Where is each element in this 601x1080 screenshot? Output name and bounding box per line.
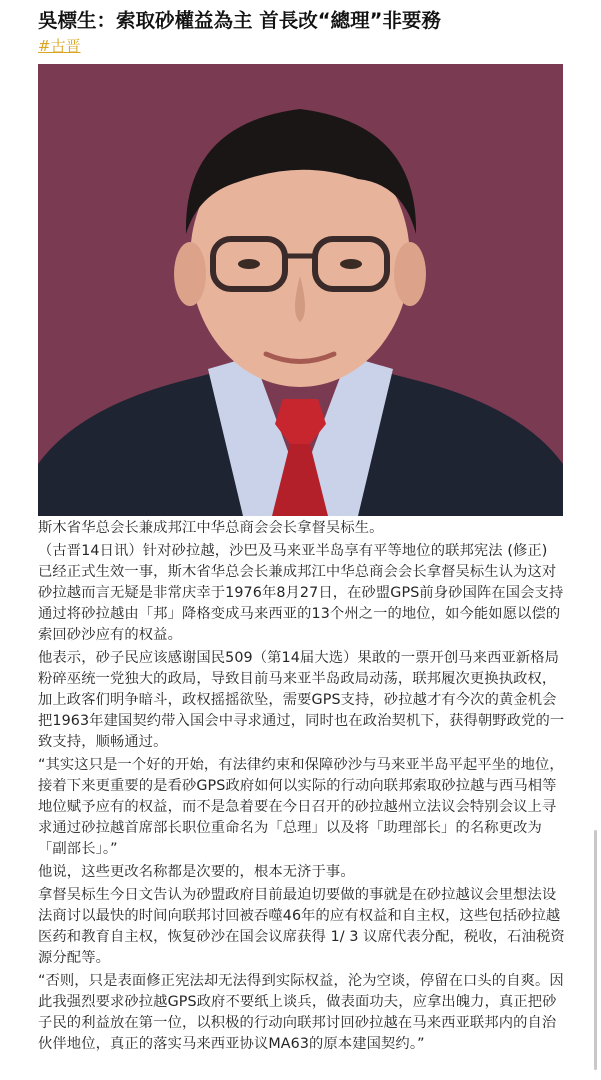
article-paragraph: “否则，只是表面修正宪法却无法得到实际权益，沦为空谈，停留在口头的自爽。因此我强烈要求砂拉越GPS政府不要纸上谈兵，做表面功夫，应拿出魄力，真正把砂子民的利益放在第一位，以积极的行动向联邦讨回砂拉越在马来西亚联邦内的自治伙伴地位，真正的落实马来西亚协议MA63的原本建国契约。”: [38, 973, 564, 1052]
article-paragraph: 他表示，砂子民应该感谢国民509（第14届大选）果敢的一票开创马来西亚新格局粉碎巫统一党独大的政局，导致目前马来亚半岛政局动荡，联邦履次更换执政权，加上政客们明争暗斗，政权摇摇欲坠，需要GPS支持，砂拉越才有今次的黄金机会把1963年建国契约带入国会中寻求通过，同时也在政治契机下，获得朝野政党的一致支持，顺畅通过。: [38, 650, 565, 750]
article-paragraph: 他说，这些更改名称都是次要的，根本无济于事。: [38, 864, 355, 880]
article-paragraph: 拿督吴标生今日文告认为砂盟政府目前最迫切要做的事就是在砂拉越议会里想法设法商讨以最快的时间向联邦讨回被吞噬46年的应有权益和自主权，这些包括砂拉越医药和教育自主权，恢复砂沙在国会议席获得 1/ 3 议席代表分配，税收，石油税资源分配等。: [38, 887, 565, 966]
hashtag-link[interactable]: #古晋: [38, 37, 81, 55]
photo-caption: 斯木省华总会长兼成邦江中华总商会会长拿督吴标生。: [38, 520, 384, 536]
article-headline: 吳標生：索取砂權益為主 首長改“總理”非要務: [38, 9, 441, 32]
article-body: [38, 518, 566, 1057]
portrait-illustration: [38, 64, 563, 516]
scrollbar[interactable]: [594, 830, 597, 1070]
article-paragraph: “其实这只是一个好的开始，有法律约束和保障砂沙与马来亚半岛平起平坐的地位，接着下来更重要的是看砂GPS政府如何以实际的行动向联邦索取砂拉越与西马相等地位赋予应有的权益，而不是急着要在今日召开的砂拉越州立法议会特别会议上寻求通过砂拉越首席部长职位重命名为「总理」以及将「助理部长」的名称更改为「副部长」。”: [38, 757, 564, 857]
portrait-photo: [38, 64, 563, 516]
article-paragraph: （古晋14日讯）针对砂拉越，沙巴及马来亚半岛享有平等地位的联邦宪法 (修正) 已经正式生效一事，斯木省华总会长兼成邦江中华总商会会长拿督吴标生认为这对砂拉越而言无疑是非常庆幸于1976年8月27日，在砂盟GPS前身砂国阵在国会支持通过将砂拉越由「邦」降格变成马来西亚的13个州之一的地位，如今能如愿以偿的索回砂沙应有的权益。: [38, 543, 564, 643]
